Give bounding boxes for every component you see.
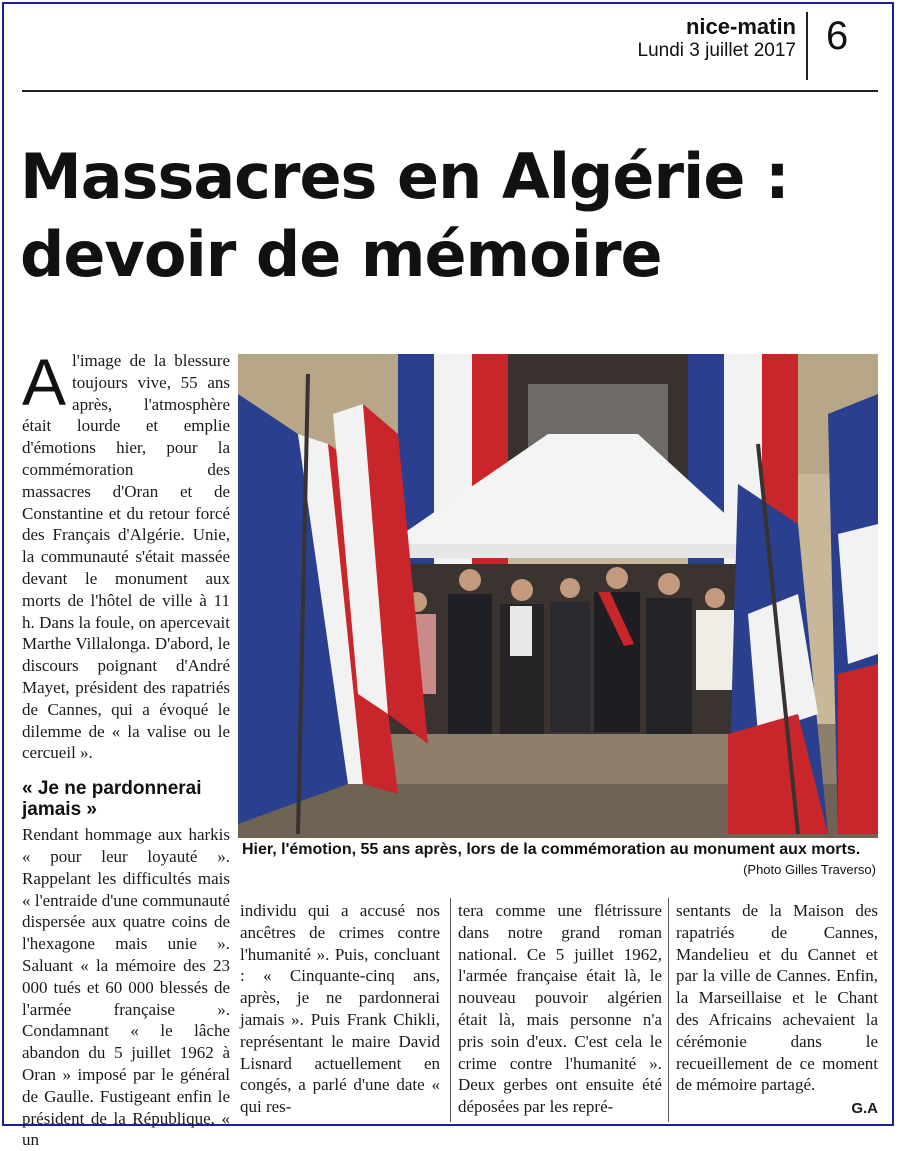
- column-3-body: tera comme une flétrissure dans notre grand roman national. Ce 5 juillet 1962, l'armée française était là, le nouveau pouvoir algérien était là, mais personne n'a pris soin d'eux. C'est cela le crime contre l'humanité ». Deux gerbes ont ensuite été déposées par les repré-: [458, 901, 662, 1117]
- page-number: 6: [826, 14, 849, 58]
- column-divider: [668, 898, 669, 1122]
- headline-line-2: devoir de mémoire: [20, 218, 662, 291]
- author-signature: G.A: [851, 1100, 878, 1118]
- column-4-body: sentants de la Maison des rapatriés de Cannes, Mandelieu et du Cannet et par la ville de Cannes. Enfin, la Marseillaise et le Chant des Africains achevaient la cérémonie dans le recueillement de ce moment de mémoire partagé.: [676, 901, 878, 1095]
- column-divider: [450, 898, 451, 1122]
- column-2-body: individu qui a accusé nos ancêtres de crimes contre l'humanité ». Puis, concluant : « Cinquante-cinq ans, après, je ne pardonnerai jamais ». Puis Frank Chikli, représentant le maire David Lisnard actuellement en congés, a parlé d'une date « qui res-: [240, 901, 440, 1117]
- photo-credit: (Photo Gilles Traverso): [743, 862, 876, 877]
- masthead-divider: [806, 12, 808, 80]
- dropcap: A: [22, 345, 67, 419]
- article-column-4: [676, 900, 878, 1120]
- ceremony-photo: [238, 354, 878, 838]
- headline: [20, 138, 880, 294]
- article-column-3: [458, 900, 662, 1118]
- publication-date: Lundi 3 juillet 2017: [637, 40, 796, 61]
- photo-caption: Hier, l'émotion, 55 ans après, lors de la commémoration au monument aux morts.: [242, 841, 861, 858]
- column-1-body: Rendant hommage aux harkis « pour leur loyauté ». Rappelant les difficultés mais « l'entraide d'une communauté dispersée aux quatre coins de l'hexagone mais unie ». Saluant « la mémoire des 23 000 tués et 60 000 blessés de l'armée française ». Condamnant « le lâche abandon du 5 juillet 1962 à Oran » imposé par le général de Gaulle. Fustigeant enfin le président de la République, « un: [22, 825, 230, 1150]
- lead-paragraph: l'image de la blessure toujours vive, 55 ans après, l'atmosphère était lourde et emplie d'émotions hier, pour la commémoration des massacres d'Oran et de Constantine et du retour forcé des Français d'Algérie. Unie, la communauté s'était massée devant le monument aux morts de l'hôtel de ville à 11 h. Dans la foule, on apercevait Marthe Villalonga. D'abord, le discours poignant d'André Mayet, président des rapatriés de Cannes, qui a évoqué le dilemme de « la valise ou le cercueil ».: [22, 351, 230, 763]
- article-column-2: [240, 900, 440, 1118]
- newspaper-name: nice-matin: [685, 14, 796, 39]
- subheading: « Je ne pardonnerai jamais »: [22, 778, 202, 821]
- headline-line-1: Massacres en Algérie :: [20, 140, 789, 213]
- article-column-1: [22, 345, 230, 1151]
- header-rule: [22, 90, 878, 92]
